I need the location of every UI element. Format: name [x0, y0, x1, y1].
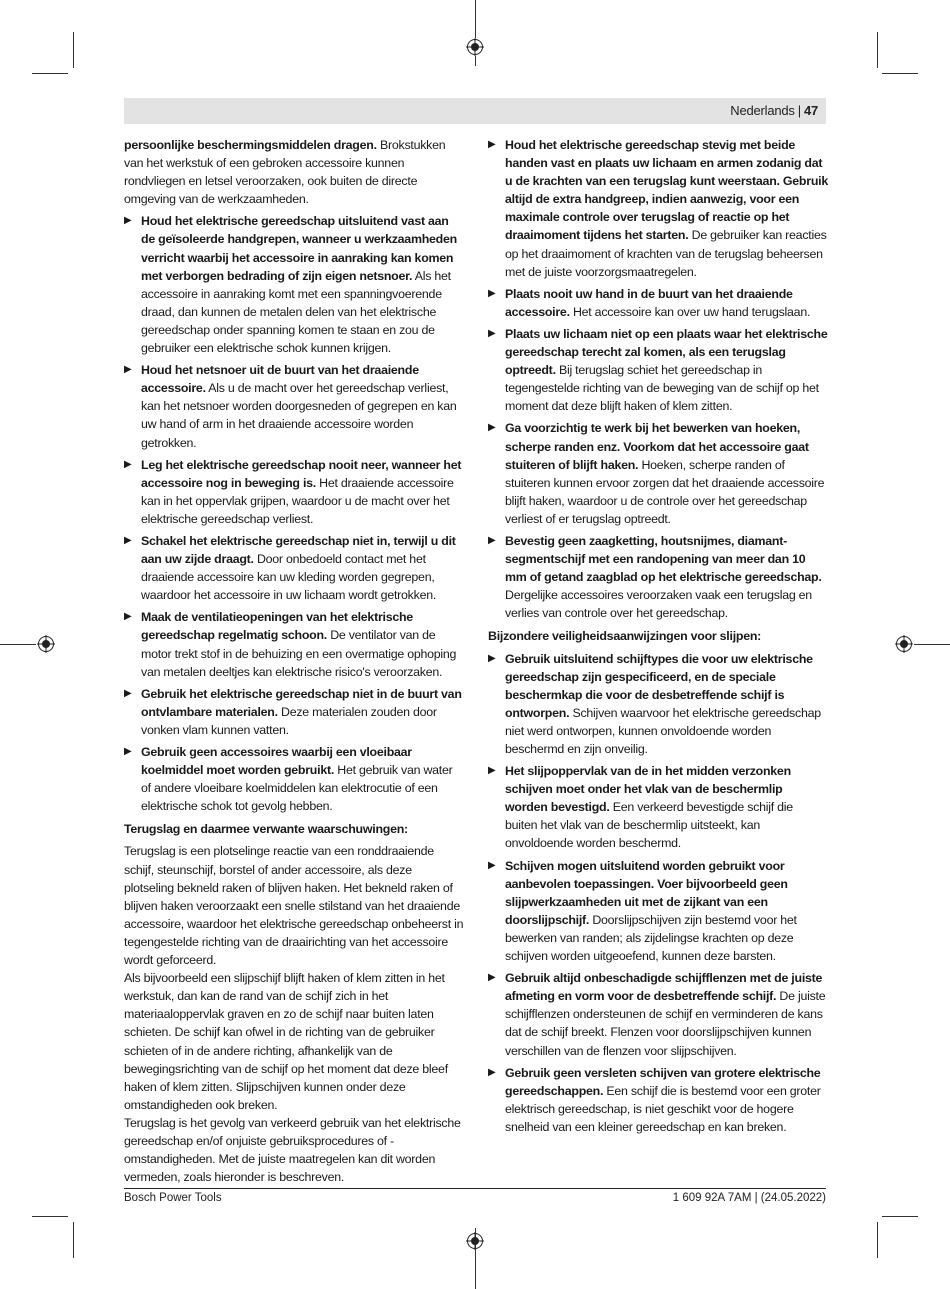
- bullet-text: Het accessoire kan over uw hand terugslaan.: [569, 304, 811, 319]
- bullet-bold: Leg het elektrische gereedschap nooit neer, wanneer het accessoire nog in beweging is.: [141, 457, 462, 490]
- bullet-bold: Schakel het elektrische gereedschap niet in, terwijl u dit aan uw zijde draagt.: [141, 533, 456, 567]
- page-number: 47: [803, 103, 818, 118]
- safety-bullet: [124, 608, 464, 680]
- bullet-text: Bij terugslag schiet het gereedschap in tegengestelde richting van de beweging van de schijf op het moment dat deze blijft haken of klem zitten.: [505, 363, 819, 414]
- intro-bold: persoonlijke beschermingsmiddelen dragen.: [124, 138, 377, 152]
- bullet-bold: Plaats uw lichaam niet op een plaats waar het elektrische gereedschap terecht zal komen, als een terugslag optreedt.: [505, 326, 828, 378]
- bullet-text: Doorslijpschijven zijn bestemd voor het bewerken van randen; als zijdelingse krachten op deze schijven worden uitgeoefend, kunnen deze barsten.: [505, 912, 797, 964]
- safety-bullet: [124, 212, 464, 357]
- bullet-bold: Gebruik altijd onbeschadigde schijfflenzen met de juiste afmeting en vorm voor de desbetreffende schijf.: [505, 971, 823, 1004]
- bullet-bold: Maak de ventilatieopeningen van het elektrische gereedschap regelmatig schoon.: [141, 610, 413, 643]
- registration-mark-icon: [466, 38, 484, 56]
- crop-mark: [877, 1222, 878, 1258]
- registration-mark-icon: [466, 1232, 484, 1250]
- bullet-bold: Gebruik uitsluitend schijftypes die voor uw elektrische gereedschap zijn gespecificeerd, en de speciale beschermkap die voor de desbetreffende schijf is ontworpen.: [505, 651, 813, 720]
- crop-mark: [877, 32, 878, 68]
- bullet-text: Het draaiende accessoire kan in het oppervlak grijpen, waardoor u de macht over het elektrische gereedschap verliest.: [141, 475, 454, 526]
- bullet-text: Een schijf die is bestemd voor een groter elektrisch gereedschap, is niet geschikt voor de hogere snelheid van een kleiner gereedschap en kan breken.: [505, 1083, 821, 1134]
- bullet-bold: Houd het netsnoer uit de buurt van het draaiende accessoire.: [141, 363, 419, 396]
- safety-bullet: [124, 456, 464, 528]
- bullet-text: Een verkeerd bevestigde schijf die buiten het vlak van de beschermlip uitsteekt, kan onvoldoende worden beschermd.: [505, 800, 793, 851]
- safety-bullet: [124, 685, 464, 739]
- header-separator: |: [797, 103, 801, 118]
- crop-mark: [32, 1216, 68, 1217]
- crop-mark: [0, 644, 36, 645]
- footer-rule: [124, 1188, 826, 1189]
- language-label: Nederlands: [730, 103, 795, 118]
- bullet-text: De ventilator van de motor trekt stof in de behuizing en een overmatige ophoping van metalen deeltjes kan elektrische risico's veroorzaken.: [141, 628, 457, 679]
- body-paragraph: Terugslag is een plotselinge reactie van een ronddraaiende schijf, steunschijf, borstel of ander accessoire, als deze plotseling bekneld raken of blijven haken. Het bekneld raken of blijven haken veroorzaakt een snelle stilstand van het draaiende accessoire, waardoor het elektrische gereedschap onbeheerst in tegengestelde richting van de draairichting van het accessoire wordt geforceerd.: [124, 844, 464, 968]
- bullet-bold: Gebruik geen versleten schijven van grotere elektrische gereedschappen.: [505, 1065, 821, 1098]
- grinding-heading: Bijzondere veiligheidsaanwijzingen voor slijpen:: [488, 629, 762, 644]
- bullet-bold: Gebruik geen accessoires waarbij een vloeibaar koelmiddel moet worden gebruikt.: [141, 745, 412, 778]
- page-header: [124, 98, 826, 124]
- crop-mark: [882, 73, 918, 74]
- intro-paragraph: [124, 136, 464, 208]
- bullet-bold: Bevestig geen zaagketting, houtsnijmes, diamant-segmentschijf met een randopening van meer dan 10 mm of getand zaagblad op het elektrische gereedschap.: [505, 533, 822, 585]
- header-label: [730, 103, 818, 118]
- registration-mark-icon: [895, 635, 913, 653]
- footer-doc-ref: 1 609 92A 7AM | (24.05.2022): [672, 1192, 826, 1204]
- registration-mark-icon: [37, 635, 55, 653]
- safety-bullet: [488, 419, 828, 528]
- left-column: [124, 136, 464, 1186]
- bullet-bold: Houd het elektrische gereedschap stevig met beide handen vast en plaats uw lichaam en armen zodanig dat u de krachten van een terugslag kunt weerstaan. Gebruik altijd de extra handgreep, indien aanwezig, voor een maximale controle over terugslag of reactie op het draaimoment tijdens het starten.: [505, 138, 828, 243]
- crop-mark: [73, 32, 74, 68]
- bullet-bold: Gebruik het elektrische gereedschap niet in de buurt van ontvlambare materialen.: [141, 686, 462, 719]
- safety-bullet: [488, 532, 828, 622]
- footer-brand: Bosch Power Tools: [124, 1192, 222, 1204]
- safety-bullet: [488, 650, 828, 759]
- bullet-bold: Houd het elektrische gereedschap uitsluitend vast aan de geïsoleerde handgrepen, wanneer u werkzaamheden verricht waarbij het accessoire in aanraking kan komen met verborgen bedrading of zijn eigen netsnoer.: [141, 214, 457, 283]
- bullet-text: Schijven waarvoor het elektrische gereedschap niet werd ontworpen, kunnen onvoldoende worden beschermd en zijn onveilig.: [505, 705, 821, 756]
- bullet-text: Het gebruik van water of andere vloeibare koelmiddelen kan elektrocutie of een elektrische schok tot gevolg hebben.: [141, 763, 453, 814]
- bullet-text: De gebruiker kan reacties op het draaimoment of krachten van de terugslag beheersen met de juiste voorzorgsmaatregelen.: [505, 228, 827, 279]
- safety-bullet: [124, 361, 464, 451]
- safety-bullet: [488, 136, 828, 281]
- safety-bullet: [488, 762, 828, 852]
- crop-mark: [475, 0, 476, 38]
- bullet-bold: Ga voorzichtig te werk bij het bewerken van hoeken, scherpe randen enz. Voorkom dat het accessoire gaat stuiteren of blijft haken.: [505, 421, 809, 472]
- bullet-text: Hoeken, scherpe randen of stuiteren kunnen ervoor zorgen dat het draaiende accessoire blijft haken, waardoor u de controle over het gereedschap verliest of er terugslag optreedt.: [505, 457, 825, 526]
- bullet-text: Door onbedoeld contact met het draaiende accessoire kan uw kleding worden gegrepen, waardoor het accessoire in uw lichaam wordt getrokken.: [141, 552, 437, 603]
- bullet-bold: Het slijpoppervlak van de in het midden verzonken schijven moet onder het vlak van de beschermlip worden bevestigd.: [505, 764, 791, 815]
- safety-bullet: [124, 532, 464, 604]
- bullet-text: Als u de macht over het gereedschap verliest, kan het netsnoer worden doorgesneden of gegrepen en kan uw hand of arm in het draaiende accessoire worden getrokken.: [141, 381, 457, 450]
- bullet-text: Deze materialen zouden door vonken vlam kunnen vatten.: [141, 704, 437, 737]
- crop-mark: [882, 1216, 918, 1217]
- safety-bullet: [488, 285, 828, 321]
- kickback-heading: Terugslag en daarmee verwante waarschuwingen:: [124, 822, 408, 837]
- bullet-text: De juiste schijfflenzen ondersteunen de schijf en verminderen de kans dat de schijf breekt. Flenzen voor doorslijpschijven kunnen verschillen van de flenzen voor slijpschijven.: [505, 989, 826, 1058]
- bullet-text: Dergelijke accessoires veroorzaken vaak een terugslag en verlies van controle over het gereedschap.: [505, 588, 812, 621]
- body-paragraph: Terugslag is het gevolg van verkeerd gebruik van het elektrische gereedschap en/of onjuiste gebruiksprocedures of -omstandigheden. Met de juiste maatregelen kan dit worden vermeden, zoals hieronder is beschreven.: [124, 1115, 461, 1185]
- safety-bullet: [124, 743, 464, 815]
- right-column: [488, 136, 828, 1140]
- intro-text: Brokstukken van het werkstuk of een gebroken accessoire kunnen rondvliegen en letsel veroorzaken, ook buiten de directe omgeving van de werkzaamheden.: [124, 138, 446, 207]
- bullet-text: Als het accessoire in aanraking komt met een spanningvoerende draad, dan kunnen de metalen delen van het elektrische gereedschap onder spanning komen te staan en zou de gebruiker een elektrische schok kunnen krijgen.: [141, 268, 451, 356]
- safety-bullet: [488, 325, 828, 415]
- crop-mark: [32, 73, 68, 74]
- body-paragraph: Als bijvoorbeeld een slijpschijf blijft haken of klem zitten in het werkstuk, dan kan de rand van de schijf zich in het materiaaloppervlak graven en zo de schijf naar buiten laten schieten. De schijf kan ofwel in de richting van de gebruiker schieten of in de andere richting, afhankelijk van de bewegingsrichting van de schijf op het moment dat deze bleef haken of klem zitten. Slijpschijven kunnen onder deze omstandigheden ook breken.: [124, 971, 448, 1112]
- bullet-bold: Schijven mogen uitsluitend worden gebruikt voor aanbevolen toepassingen. Voer bijvoorbeeld geen slijpwerkzaamheden uit met de zijkant van een doorslijpschijf.: [505, 858, 788, 927]
- crop-mark: [73, 1222, 74, 1258]
- safety-bullet: [488, 969, 828, 1059]
- crop-mark: [914, 644, 950, 645]
- safety-bullet: [488, 857, 828, 966]
- safety-bullet: [488, 1064, 828, 1136]
- bullet-bold: Plaats nooit uw hand in de buurt van het draaiende accessoire.: [505, 286, 793, 319]
- crop-mark: [475, 56, 476, 66]
